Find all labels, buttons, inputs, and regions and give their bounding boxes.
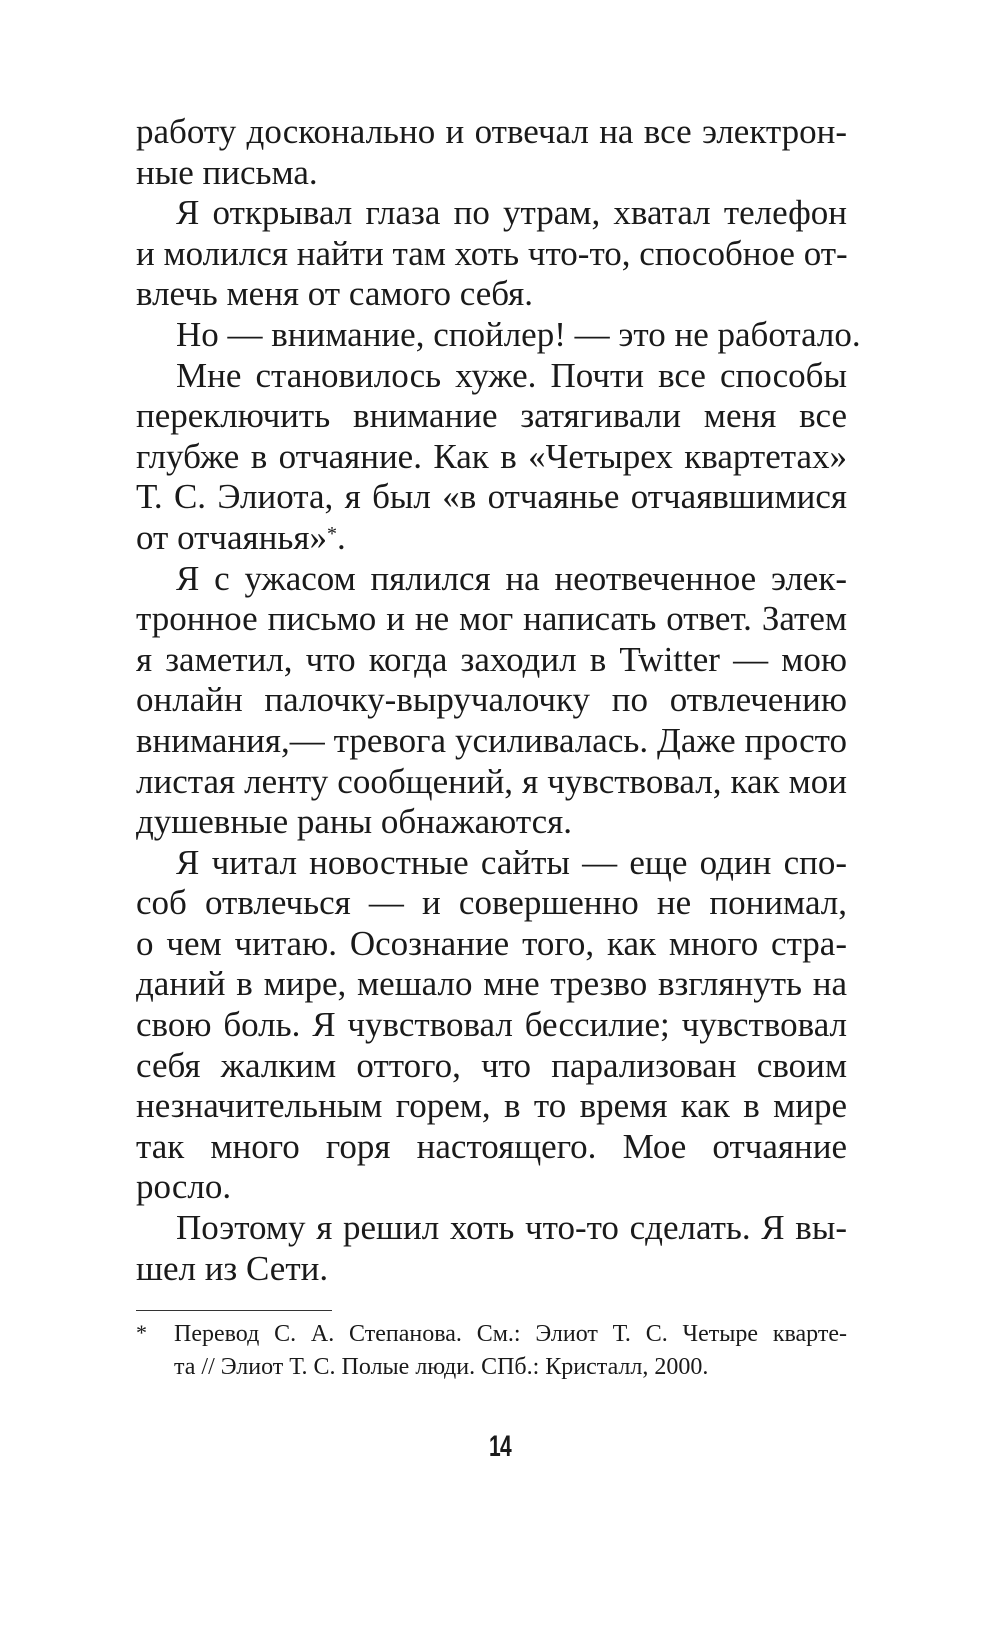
text-line: онлайн палочку-выручалочку по отвлечению	[136, 680, 847, 720]
text-line-with-footnote-ref	[136, 518, 847, 559]
text-line: Мне становилось хуже. Почти все способы	[176, 355, 847, 395]
text-line: Т. С. Элиота, я был «в отчаянье отчаявшимися	[136, 477, 847, 517]
text-line: так много горя настоящего. Мое отчаяние	[136, 1126, 847, 1166]
footnote-divider	[136, 1310, 332, 1311]
text-line: о чем читаю. Осознание того, как много стра-	[136, 923, 847, 963]
text-line: работу досконально и отвечал на все электрон-	[136, 112, 847, 151]
text-line: шел из Сети.	[136, 1248, 329, 1288]
text-line: глубже в отчаяние. Как в «Четырех квартетах»	[136, 436, 847, 476]
text-line: влечь меня от самого себя.	[136, 274, 534, 314]
text-line: от отчаянья»	[136, 517, 327, 557]
text-line: листая ленту сообщений, я чувствовал, как мои	[136, 761, 847, 801]
text-line: Я читал новостные сайты — еще один спо-	[176, 842, 847, 882]
page-number: 14	[489, 1430, 511, 1463]
sentence-period: .	[336, 517, 346, 557]
text-line: Я открывал глаза по утрам, хватал телефон	[176, 193, 847, 233]
text-line: Я с ужасом пялился на неотвеченное элек-	[176, 558, 847, 598]
text-line: я заметил, что когда заходил в Twitter — мою	[136, 639, 847, 679]
text-line: незначительным горем, в то время как в мире	[136, 1086, 847, 1126]
text-line: душевные раны обнажаются.	[136, 802, 572, 842]
text-line: тронное письмо и не мог написать ответ. Затем	[136, 599, 847, 639]
footnote-line: та // Элиот Т. С. Полые люди. СПб.: Кристалл, 2000.	[174, 1354, 709, 1380]
text-line: соб отвлечься — и совершенно не понимал,	[136, 883, 847, 923]
footnote	[136, 1318, 847, 1384]
text-line: ные письма.	[136, 152, 318, 192]
text-line: Поэтому я решил хоть что-то сделать. Я вы-	[176, 1208, 847, 1248]
text-line: Но — внимание, спойлер! — это не работало.	[176, 314, 861, 354]
footnote-mark: *	[136, 1320, 147, 1345]
footnote-line: Перевод С. А. Степанова. См.: Элиот Т. С. Четыре кварте-	[174, 1321, 847, 1347]
text-line: внимания,— тревога усиливалась. Даже просто	[136, 720, 847, 760]
text-line: и молился найти там хоть что-то, способное от-	[136, 233, 848, 273]
footnote-reference-mark: *	[326, 522, 337, 545]
body-text	[136, 112, 861, 1289]
text-line: даний в мире, мешало мне трезво взглянуть на	[136, 964, 847, 1004]
text-line: свою боль. Я чувствовал бессилие; чувствовал	[136, 1005, 847, 1045]
text-line: росло.	[136, 1167, 232, 1207]
text-line: переключить внимание затягивали меня все	[136, 396, 847, 436]
text-line: себя жалким оттого, что парализован своим	[136, 1045, 847, 1085]
